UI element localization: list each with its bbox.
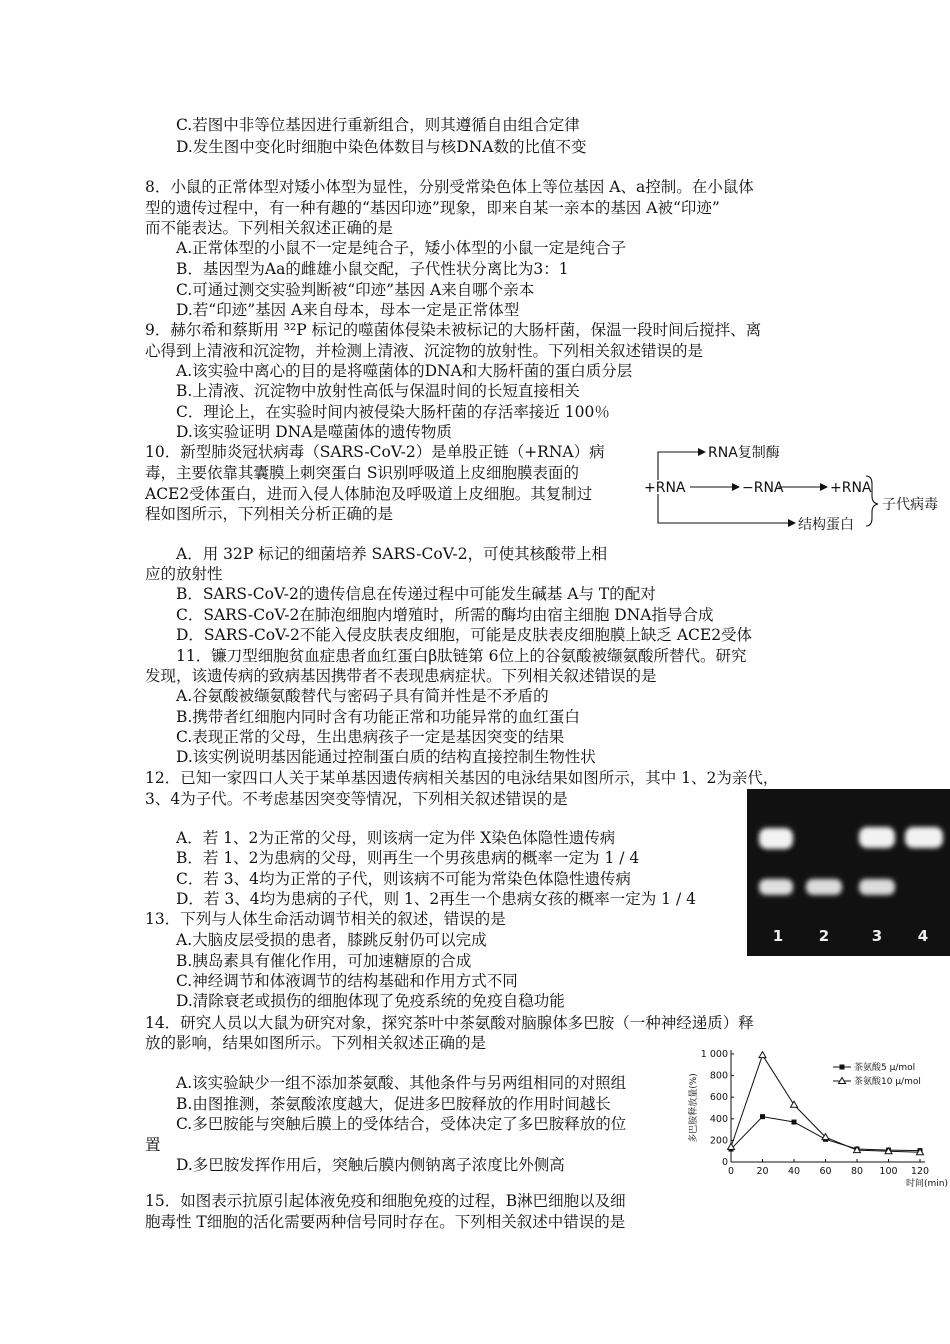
legend-label-1: 茶氨酸5 μ/mol [854,1063,916,1073]
text-line: C．SARS-CoV-2在肺泡细胞内增殖时，所需的酶均由宿主细胞 DNA指导合成 [176,606,714,624]
structural-protein-label: 结构蛋白 [798,517,854,533]
text-line: 10．新型肺炎冠状病毒（SARS-CoV-2）是单股正链（+RNA）病 [145,443,605,461]
text-line: 程如图所示，下列相关分析正确的是 [145,505,394,523]
text-line: B.上清液、沉淀物中放射性高低与保温时间的长短直接相关 [176,382,580,400]
text-line: B．基因型为Aa的雌雄小鼠交配，子代性状分离比为3：1 [176,260,569,278]
lane1-lower-band [759,879,793,895]
sars-replication-diagram [640,440,950,540]
text-line: D.发生图中变化时细胞中染色体数目与核DNA数的比值不变 [176,138,587,156]
text-line: A.谷氨酸被缬氨酸替代与密码子具有简并性是不矛盾的 [176,687,549,705]
text-line: A.正常体型的小鼠不一定是纯合子，矮小体型的小鼠一定是纯合子 [176,239,627,257]
progeny-virus-label: 子代病毒 [882,497,938,513]
lane3-lower-band [859,879,895,895]
x-tick-label: 100 [879,1166,898,1177]
text-line: 13．下列与人体生命活动调节相关的叙述，错误的是 [145,910,506,928]
text-line: A.该实验中离心的目的是将噬菌体的DNA和大肠杆菌的蛋白质分层 [176,362,633,380]
text-line: C.神经调节和体液调节的结构基础和作用方式不同 [176,972,518,990]
y-tick-label: 600 [709,1092,728,1104]
text-line: A．若 1、2为正常的父母，则该病一定为伴 X染色体隐性遗传病 [176,829,616,847]
x-tick-label: 0 [727,1166,735,1177]
text-line: A.该实验缺少一组不添加茶氨酸、其他条件与另两组相同的对照组 [176,1074,627,1092]
text-line: C．若 3、4均为正常的子代，则该病不可能为常染色体隐性遗传病 [176,870,632,888]
text-line: B.携带者红细胞内同时含有功能正常和功能异常的血红蛋白 [176,708,580,726]
text-line: A．用 32P 标记的细菌培养 SARS-CoV-2，可使其核酸带上相 [176,545,608,563]
text-line: B．SARS-CoV-2的遗传信息在传递过程中可能发生碱基 A与 T的配对 [176,585,656,603]
y-axis-label: 多巴胺释放量(%) [689,1073,699,1143]
text-line: 心得到上清液和沉淀物，并检测上清液、沉淀物的放射性。下列相关叙述错误的是 [145,342,704,360]
minus-rna-label: −RNA [742,480,784,496]
text-line: 15．如图表示抗原引起体液免疫和细胞免疫的过程，B淋巴细胞以及细 [145,1192,626,1210]
series-1-point [760,1114,765,1119]
text-line: C.可通过测交实验判断被“印迹”基因 A来自哪个亲本 [176,281,535,299]
text-line: 14．研究人员以大鼠为研究对象，探究茶叶中茶氨酸对脑腺体多巴胺（一种神经递质）释 [145,1014,754,1032]
x-axis-label: 时间(min) [906,1179,948,1189]
series-2-point [791,1101,798,1107]
text-line: B．若 1、2为患病的父母，则再生一个男孩患病的概率一定为 1 / 4 [176,849,640,867]
lane-label-4: 4 [917,927,929,945]
text-line: 8．小鼠的正常体型对矮小体型为显性，分别受常染色体上等位基因 A、a控制。在小鼠体 [145,178,754,196]
series-1-point [792,1120,797,1125]
plus-rna-right-label: +RNA [830,480,872,496]
x-tick-label: 40 [787,1166,801,1177]
text-line: A.大脑皮层受损的患者，膝跳反射仍可以完成 [176,931,487,949]
legend-label-2: 茶氨酸10 μ/mol [854,1077,921,1087]
y-tick-label: 800 [709,1070,728,1082]
y-tick-label: 1 000 [700,1049,728,1060]
text-line: D.该实验证明 DNA是噬菌体的遗传物质 [176,423,452,441]
arrow-to-enzyme [658,452,698,480]
text-line: D.清除衰老或损伤的细胞体现了免疫系统的免疫自稳功能 [176,992,565,1010]
lane2-lower-band [806,879,842,895]
text-line: 置 [145,1136,161,1154]
text-line: 3、4为子代。不考虑基因突变等情况，下列相关叙述错误的是 [145,790,568,808]
lane-label-2: 2 [818,927,830,945]
dopamine-release-chart [683,1042,948,1194]
text-line: C.若图中非等位基因进行重新组合，则其遵循自由组合定律 [176,116,580,134]
arrow-to-protein [658,494,788,523]
text-line: 发现，该遗传病的致病基因携带者不表现患病症状。下列相关叙述错误的是 [145,667,657,685]
text-line: B.由图推测，茶氨酸浓度越大，促进多巴胺释放的作用时间越长 [176,1095,611,1113]
text-line: 12．已知一家四口人关于某单基因遗传病相关基因的电泳结果如图所示，其中 1、2为亲代， [145,769,779,787]
text-line: B.胰岛素具有催化作用，可加速糖原的合成 [176,952,472,970]
y-tick-label: 400 [709,1113,728,1125]
text-line: C.表现正常的父母，生出患病孩子一定是基因突变的结果 [176,728,565,746]
lane4-upper-band [905,827,943,848]
legend-marker-1 [840,1065,845,1070]
text-line: 型的遗传过程中，有一种有趣的“基因印迹”现象，即来自某一亲本的基因 A被“印迹” [145,199,720,217]
series-2-point [759,1052,766,1058]
lane1-upper-band [759,828,793,849]
text-line: ACE2受体蛋白，进而入侵人体肺泡及呼吸道上皮细胞。其复制过 [145,485,593,503]
enzyme-label: RNA复制酶 [708,445,780,461]
y-tick-label: 0 [721,1157,728,1168]
electrophoresis-gel [747,789,950,956]
x-tick-label: 60 [819,1166,832,1177]
x-tick-label: 120 [910,1166,930,1177]
x-tick-label: 20 [756,1166,769,1177]
text-line: 应的放射性 [145,565,223,583]
lane-label-3: 3 [871,927,883,945]
y-tick-label: 200 [709,1135,728,1147]
text-line: C．理论上，在实验时间内被侵染大肠杆菌的存活率接近 100％ [176,403,610,421]
text-line: 11．镰刀型细胞贫血症患者血红蛋白β肽链第 6位上的谷氨酸被缬氨酸所替代。研究 [176,647,747,665]
x-tick-label: 80 [850,1166,864,1177]
text-line: 9．赫尔希和蔡斯用 ³²P 标记的噬菌体侵染未被标记的大肠杆菌，保温一段时间后搅拌、离 [145,321,762,339]
text-line: 胞毒性 T细胞的活化需要两种信号同时存在。下列相关叙述中错误的是 [145,1213,626,1231]
text-line: D.多巴胺发挥作用后，突触后膜内侧钠离子浓度比外侧高 [176,1156,565,1174]
text-line: 而不能表达。下列相关叙述正确的是 [145,219,394,237]
text-line: D．若 3、4均为患病的子代，则 1、2再生一个患病女孩的概率一定为 1 / 4 [176,890,696,908]
text-line: 毒，主要依靠其囊膜上刺突蛋白 S识别呼吸道上皮细胞膜表面的 [145,464,580,482]
text-line: D.该实例说明基因能通过控制蛋白质的结构直接控制生物性状 [176,748,596,766]
text-line: C.多巴胺能与突触后膜上的受体结合，受体决定了多巴胺释放的位 [176,1115,627,1133]
lane3-upper-band [859,827,895,848]
text-line: D.若“印迹”基因 A来自母本，母本一定是正常体型 [176,301,520,319]
plus-rna-left-label: +RNA [644,480,686,496]
lane-label-1: 1 [772,927,784,945]
text-line: 放的影响，结果如图所示。下列相关叙述正确的是 [145,1034,487,1052]
text-line: D．SARS-CoV-2不能入侵皮肤表皮细胞，可能是皮肤表皮细胞膜上缺乏 ACE2受体 [176,626,753,644]
